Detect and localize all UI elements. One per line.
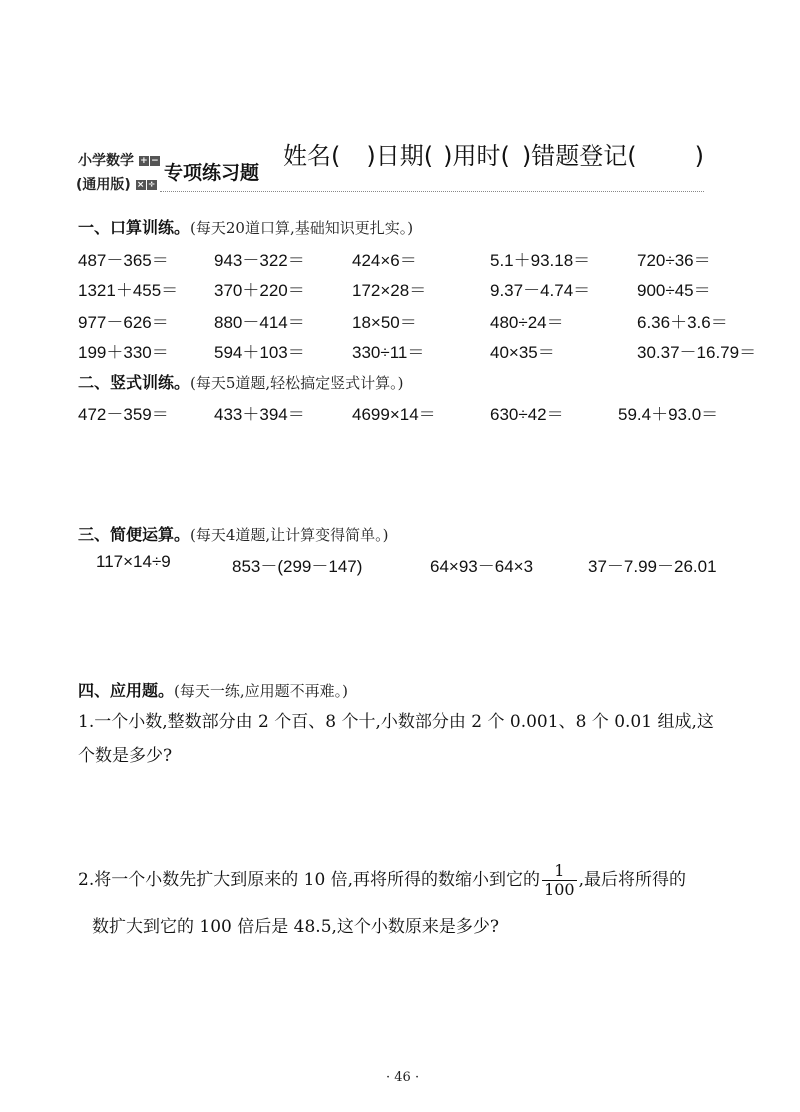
oral-expr: 900÷45＝	[637, 281, 711, 300]
oral-expr: 40×35＝	[490, 343, 555, 362]
oral-expr: 370＋220＝	[214, 281, 305, 300]
errors-field-close: )	[694, 142, 704, 170]
errors-field-label: )错题登记(	[521, 142, 637, 170]
section-vertical-title: 二、竖式训练。(每天5道题,轻松搞定竖式计算。)	[78, 373, 404, 392]
simplify-expr: 117×14÷9	[96, 552, 171, 571]
section-word-title: 四、应用题。(每天一练,应用题不再难。)	[78, 681, 348, 700]
oral-expr: 6.36＋3.6＝	[637, 313, 728, 332]
oral-expr: 424×6＝	[352, 251, 417, 270]
time-field-label: )用时(	[443, 142, 510, 170]
word-problem-2-line2: 数扩大到它的 100 倍后是 48.5,这个小数原来是多少?	[92, 917, 500, 937]
oral-expr: 5.1＋93.18＝	[490, 251, 591, 270]
date-field-label: )日期(	[366, 142, 434, 170]
vertical-expr: 630÷42＝	[490, 405, 564, 424]
section-simplify-note: (每天4道题,让计算变得简单。)	[190, 526, 389, 544]
word-problem-1-line2: 个数是多少?	[78, 746, 173, 766]
fraction-numerator: 1	[542, 862, 577, 881]
fraction-denominator: 100	[544, 880, 575, 899]
brand-title: 专项练习题	[164, 162, 260, 184]
section-word-note: (每天一练,应用题不再难。)	[174, 682, 348, 700]
word-problem-1-line1: 1.一个小数,整数部分由 2 个百、8 个十,小数部分由 2 个 0.001、8 个 0.01 组成,这	[78, 712, 714, 732]
oral-expr: 1321＋455＝	[78, 281, 179, 300]
oral-expr: 487－365＝	[78, 251, 169, 270]
simplify-expr: 37－7.99－26.01	[588, 557, 717, 576]
header-divider	[160, 191, 704, 192]
oral-expr: 943－322＝	[214, 251, 305, 270]
fraction	[542, 862, 577, 899]
simplify-expr: 853－(299－147)	[232, 557, 363, 576]
page-number: · 46 ·	[386, 1070, 420, 1085]
section-vertical-note: (每天5道题,轻松搞定竖式计算。)	[190, 374, 404, 392]
oral-expr: 30.37－16.79＝	[637, 343, 757, 362]
divide-icon: ÷	[147, 180, 156, 190]
plus-icon: +	[140, 156, 148, 166]
oral-expr: 199＋330＝	[78, 343, 169, 362]
oral-expr: 480÷24＝	[490, 313, 564, 332]
oral-expr: 9.37－4.74＝	[490, 281, 591, 300]
brand-line2: (通用版) × ÷	[76, 177, 156, 193]
vertical-expr: 4699×14＝	[352, 405, 436, 424]
section-oral-title: 一、口算训练。(每天20道口算,基础知识更扎实。)	[78, 218, 414, 237]
vertical-expr: 433＋394＝	[214, 405, 305, 424]
oral-expr: 594＋103＝	[214, 343, 305, 362]
header-fields	[283, 136, 704, 171]
oral-expr: 330÷11＝	[352, 343, 425, 362]
brand-line1: 小学数学 + −	[78, 153, 159, 169]
oral-expr: 172×28＝	[352, 281, 427, 300]
name-field-label: 姓名(	[283, 142, 341, 170]
oral-expr: 18×50＝	[352, 313, 417, 332]
vertical-expr: 472－359＝	[78, 405, 169, 424]
simplify-expr: 64×93－64×3	[430, 557, 534, 576]
oral-expr: 720÷36＝	[637, 251, 711, 270]
vertical-expr: 59.4＋93.0＝	[618, 405, 719, 424]
word-problem-2-line1: 2.将一个小数先扩大到原来的 10 倍,再将所得的数缩小到它的 $\frac{1}{100}$ ,最后将所得的	[78, 861, 687, 899]
minus-icon: −	[151, 156, 159, 166]
oral-expr: 880－414＝	[214, 313, 305, 332]
section-oral-note: (每天20道口算,基础知识更扎实。)	[190, 219, 414, 237]
times-icon: ×	[136, 180, 145, 190]
oral-expr: 977－626＝	[78, 313, 169, 332]
section-simplify-title: 三、简便运算。(每天4道题,让计算变得简单。)	[78, 525, 389, 544]
